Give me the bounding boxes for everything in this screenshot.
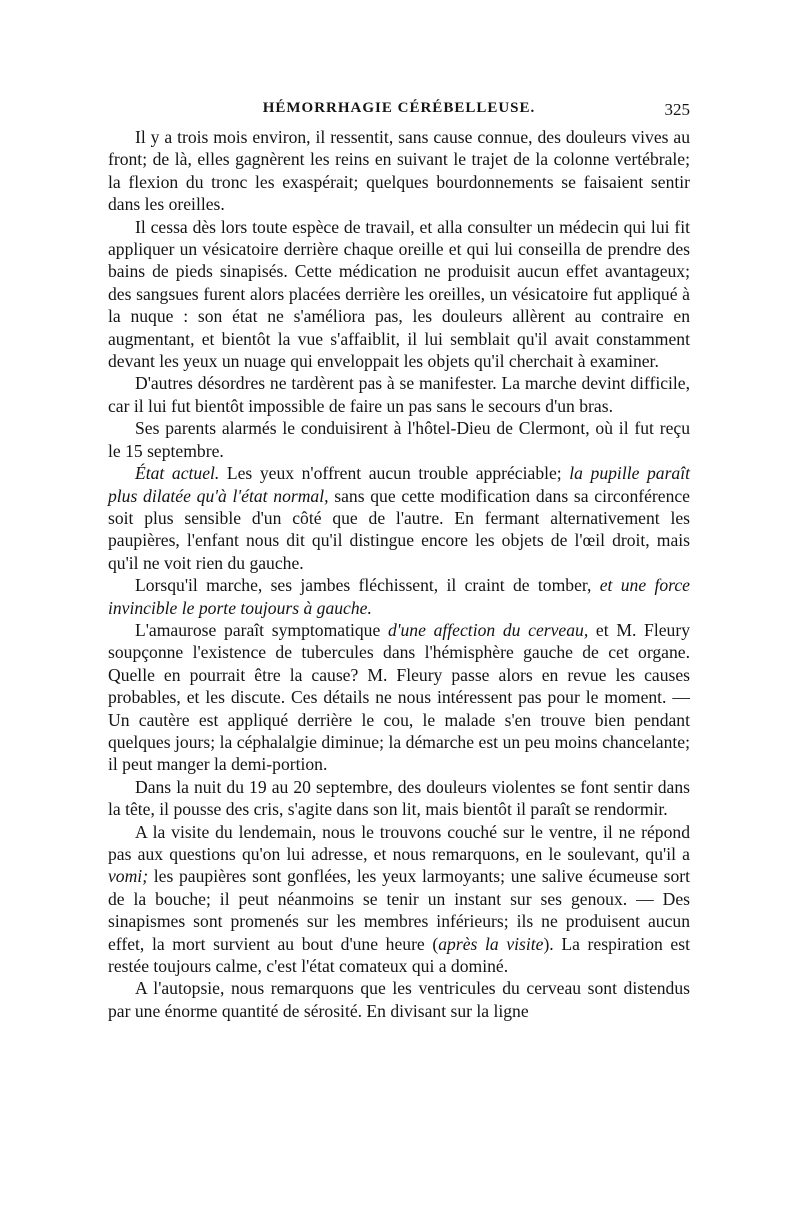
- paragraph: [108, 574, 690, 619]
- running-title: HÉMORRHAGIE CÉRÉBELLEUSE.: [262, 100, 536, 116]
- italic-text-segment: et une force invincible le porte toujours à gauche.: [108, 575, 690, 618]
- text-segment: Ses parents alarmés le conduisirent à l'hôtel-Dieu de Clermont, où il fut reçu le 15 septembre.: [108, 418, 690, 461]
- italic-text-segment: vomi;: [108, 866, 149, 887]
- text-segment: les paupières sont gonflées, les yeux larmoyants; une salive écumeuse sort de la bouche; il peut néanmoins se tenir un instant sur ses genoux. — Des sinapismes sont promenés sur les membres inférieurs; ils ne produisent aucun effet, la mort survient au bout d'une heure (: [108, 866, 690, 954]
- paragraph: [108, 216, 690, 373]
- text-segment: sans que cette modification dans sa circonférence soit plus sensible d'un côté que de l'autre. En fermant alternativement les paupières, l'enfant nous dit qu'il distingue encore les objets de l'œil droit, mais qu'il ne voit rien du gauche.: [108, 485, 690, 573]
- text-segment: L'amaurose paraît symptomatique: [135, 619, 388, 640]
- text-segment: ). La respiration est restée toujours calme, c'est l'état comateux qui a dominé.: [108, 933, 690, 977]
- italic-text-segment: la pupille paraît plus dilatée qu'à l'état normal,: [108, 463, 691, 506]
- text-segment: et M. Fleury soupçonne l'existence de tubercules dans l'hémisphère gauche de cet organe. Quelle en pourrait être la cause? M. Fleury passe alors en revue les causes probables, et les discute. Ces détails ne nous intéressent pas pour le moment. — Un cautère est appliqué derrière le cou, le malade s'en trouve bien pendant quelques jours; la céphalalgie diminue; la démarche est un peu moins chancelante; il peut manger la demi-portion.: [108, 619, 690, 775]
- paragraph: [108, 977, 690, 1022]
- text-segment: Il cessa dès lors toute espèce de travail, et alla consulter un médecin qui lui fit appliquer un vésicatoire derrière chaque oreille et qui lui conseilla de prendre des bains de pieds sinapisés. Cette médication ne produisit aucun effet avantageux; des sangsues furent alors placées derrière les oreilles, un vésicatoire fut appliqué à la nuque : son état ne s'améliora pas, les douleurs allèrent au contraire en augmentant, et bientôt la vue s'affaiblit, il lui semblait qu'il avait constamment devant les yeux un nuage qui enveloppait les objets qu'il cherchait à examiner.: [108, 216, 690, 372]
- text-segment: A la visite du lendemain, nous le trouvons couché sur le ventre, il ne répond pas aux questions qu'on lui adresse, et nous remarquons, en le soulevant, qu'il a: [108, 821, 690, 864]
- italic-text-segment: État actuel.: [135, 463, 220, 484]
- paragraph: [108, 417, 690, 462]
- text-segment: Il y a trois mois environ, il ressentit, sans cause connue, des douleurs vives au front; de là, elles gagnèrent les reins en suivant le trajet de la colonne vertébrale; la flexion du tronc les exaspérait; quelques bourdonnements se faisaient sentir dans les oreilles.: [108, 127, 690, 215]
- paragraph: [108, 372, 690, 417]
- text-segment: Les yeux n'offrent aucun trouble appréciable;: [219, 463, 570, 484]
- italic-text-segment: après la visite: [438, 933, 544, 954]
- italic-text-segment: d'une affection du cerveau,: [387, 619, 589, 640]
- text-segment: D'autres désordres ne tardèrent pas à se manifester. La marche devint difficile, car il lui fut bientôt impossible de faire un pas sans le secours d'un bras.: [108, 373, 690, 416]
- paragraph: [108, 126, 690, 216]
- page-header: [108, 96, 690, 126]
- text-segment: A l'autopsie, nous remarquons que les ventricules du cerveau sont distendus par une énorme quantité de sérosité. En divisant sur la ligne: [108, 978, 690, 1021]
- paragraph: [108, 462, 690, 574]
- page-number: 325: [664, 100, 690, 119]
- paragraph: [108, 821, 690, 978]
- book-page: [108, 96, 690, 1022]
- text-segment: Lorsqu'il marche, ses jambes fléchissent, il craint de tomber,: [135, 575, 600, 596]
- body-text: [108, 126, 690, 1022]
- paragraph: [108, 619, 690, 776]
- text-segment: Dans la nuit du 19 au 20 septembre, des douleurs violentes se font sentir dans la tête, il pousse des cris, s'agite dans son lit, mais bientôt il paraît se rendormir.: [108, 776, 690, 820]
- paragraph: [108, 776, 690, 821]
